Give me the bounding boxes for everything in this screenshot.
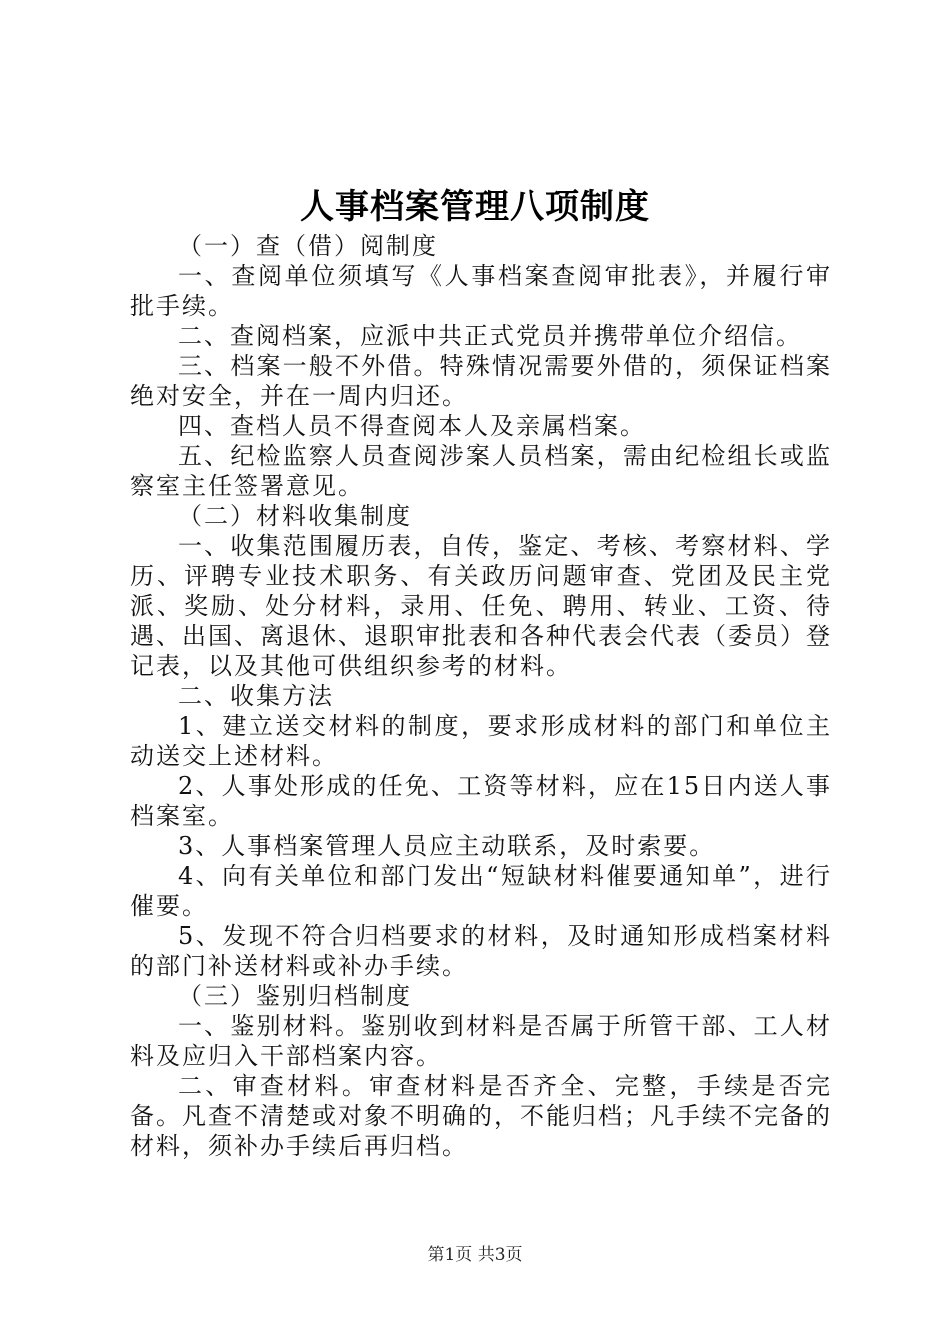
document-body	[130, 231, 832, 1161]
paragraph: 二、收集方法	[178, 682, 334, 710]
paragraph: 二、查阅档案，应派中共正式党员并携带单位介绍信。	[178, 322, 802, 350]
paragraph: 三、档案一般不外借。特殊情况需要外借的，须保证档案绝对安全，并在一周内归还。	[130, 352, 832, 410]
paragraph: 1、建立送交材料的制度，要求形成材料的部门和单位主动送交上述材料。	[130, 712, 832, 770]
section-heading-2: （二）材料收集制度	[178, 502, 412, 530]
paragraph: 四、查档人员不得查阅本人及亲属档案。	[178, 412, 646, 440]
section-heading-1: （一）查（借）阅制度	[178, 232, 438, 260]
paragraph: 二、审查材料。审查材料是否齐全、完整，手续是否完备。凡查不清楚或对象不明确的，不能归档；凡手续不完备的材料，须补办手续后再归档。	[130, 1072, 832, 1160]
paragraph: 2、人事处形成的任免、工资等材料，应在15日内送人事档案室。	[130, 772, 832, 830]
paragraph: 一、查阅单位须填写《人事档案查阅审批表》，并履行审批手续。	[130, 262, 832, 320]
paragraph: 一、鉴别材料。鉴别收到材料是否属于所管干部、工人材料及应归入干部档案内容。	[130, 1012, 832, 1070]
section-heading-3: （三）鉴别归档制度	[178, 982, 412, 1010]
paragraph: 5、发现不符合归档要求的材料，及时通知形成档案材料的部门补送材料或补办手续。	[130, 922, 832, 980]
paragraph: 4、向有关单位和部门发出“短缺材料催要通知单”，进行催要。	[130, 862, 832, 920]
paragraph: 一、收集范围履历表，自传，鉴定、考核、考察材料、学历、评聘专业技术职务、有关政历问题审查、党团及民主党派、奖励、处分材料，录用、任免、聘用、转业、工资、待遇、出国、离退休、退职审批表和各种代表会代表（委员）登记表，以及其他可供组织参考的材料。	[130, 532, 832, 680]
document-title: 人事档案管理八项制度	[300, 187, 650, 227]
paragraph: 五、纪检监察人员查阅涉案人员档案，需由纪检组长或监察室主任签署意见。	[130, 442, 832, 500]
page-footer: 第1页 共3页	[427, 1245, 523, 1265]
paragraph: 3、人事档案管理人员应主动联系，及时索要。	[178, 832, 716, 860]
